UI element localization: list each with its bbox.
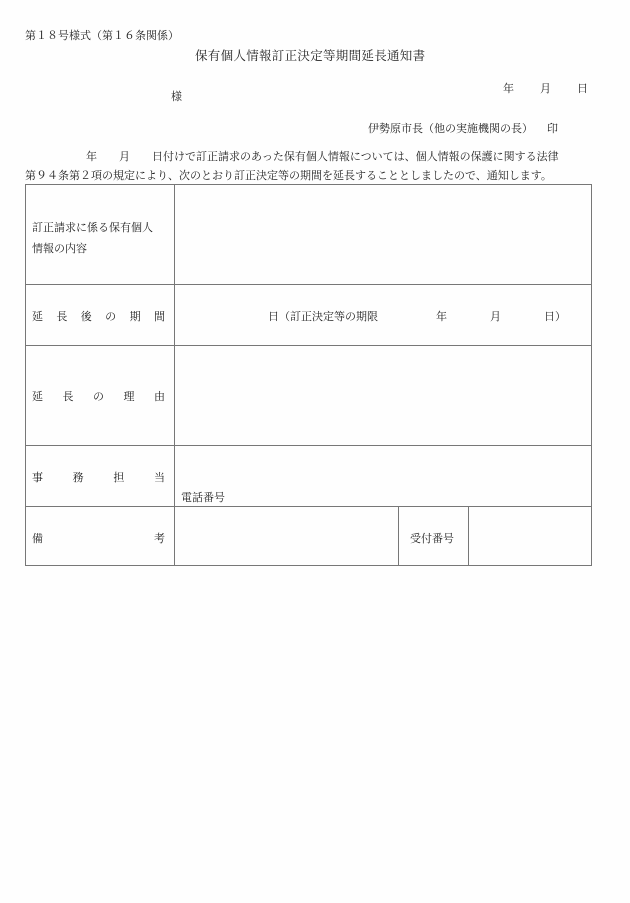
info-content-field[interactable] bbox=[178, 189, 586, 279]
phone-number-label: 電話番号 bbox=[181, 491, 225, 504]
column-divider bbox=[468, 506, 469, 565]
label-char: 理 bbox=[123, 390, 135, 403]
row-divider bbox=[26, 445, 591, 446]
issue-date bbox=[496, 67, 588, 96]
label-line: 訂正請求に係る保有個人 bbox=[32, 221, 153, 234]
issuer-name: 伊勢原市長（他の実施機関の長） bbox=[368, 122, 533, 135]
column-divider bbox=[398, 506, 399, 565]
row-divider bbox=[26, 345, 591, 346]
row-label-reason bbox=[32, 388, 165, 404]
column-divider bbox=[174, 185, 175, 565]
label-char: 延 bbox=[32, 310, 43, 323]
label-char: 延 bbox=[32, 390, 43, 403]
label-char: の bbox=[93, 390, 104, 403]
row-label-extended-period bbox=[32, 308, 165, 324]
label-char: 由 bbox=[154, 390, 165, 403]
label-char: 事 bbox=[32, 471, 43, 484]
row-label-staff bbox=[32, 469, 165, 485]
document-title: 保有個人情報訂正決定等期間延長通知書 bbox=[195, 48, 426, 63]
row-label-info-content bbox=[32, 217, 153, 259]
row-divider bbox=[26, 284, 591, 285]
label-char: 務 bbox=[72, 471, 84, 484]
label-char: 長 bbox=[56, 310, 68, 323]
remarks-field[interactable] bbox=[178, 510, 394, 562]
row-divider bbox=[26, 506, 591, 507]
label-char: 担 bbox=[113, 471, 125, 484]
label-line: 情報の内容 bbox=[32, 242, 87, 255]
label-char: 考 bbox=[154, 532, 165, 545]
period-month: 月 bbox=[490, 310, 501, 323]
label-char: の bbox=[105, 310, 117, 323]
receipt-number-label: 受付番号 bbox=[410, 532, 454, 545]
body-text-line1: 年 月 日付けで訂正請求のあった保有個人情報については、個人情報の保護に関する法律 bbox=[86, 150, 559, 163]
date-year-label: 年 bbox=[503, 82, 514, 95]
date-month-label: 月 bbox=[540, 82, 551, 95]
label-char: 備 bbox=[32, 532, 43, 545]
row-label-remarks bbox=[32, 530, 165, 546]
body-text-line2: 第９４条第２項の規定により、次のとおり訂正決定等の期間を延長することとしましたので、通知します。 bbox=[25, 169, 552, 182]
extended-period-field[interactable] bbox=[268, 308, 566, 324]
period-prefix: 日（訂正決定等の期限 bbox=[268, 310, 378, 323]
reason-field[interactable] bbox=[178, 350, 586, 440]
label-char: 間 bbox=[153, 310, 165, 323]
label-char: 長 bbox=[62, 390, 74, 403]
label-char: 期 bbox=[129, 310, 141, 323]
seal-mark: 印 bbox=[547, 122, 558, 135]
issuer-line bbox=[361, 107, 558, 136]
form-number: 第１８号様式（第１６条関係） bbox=[25, 29, 179, 42]
label-char: 当 bbox=[153, 471, 165, 484]
date-day-label: 日 bbox=[577, 82, 588, 95]
period-year: 年 bbox=[436, 310, 447, 323]
receipt-number-field[interactable] bbox=[472, 510, 588, 562]
notice-table bbox=[25, 184, 592, 566]
addressee-suffix: 様 bbox=[171, 90, 182, 103]
label-char: 後 bbox=[80, 310, 92, 323]
period-day: 日） bbox=[544, 310, 566, 323]
